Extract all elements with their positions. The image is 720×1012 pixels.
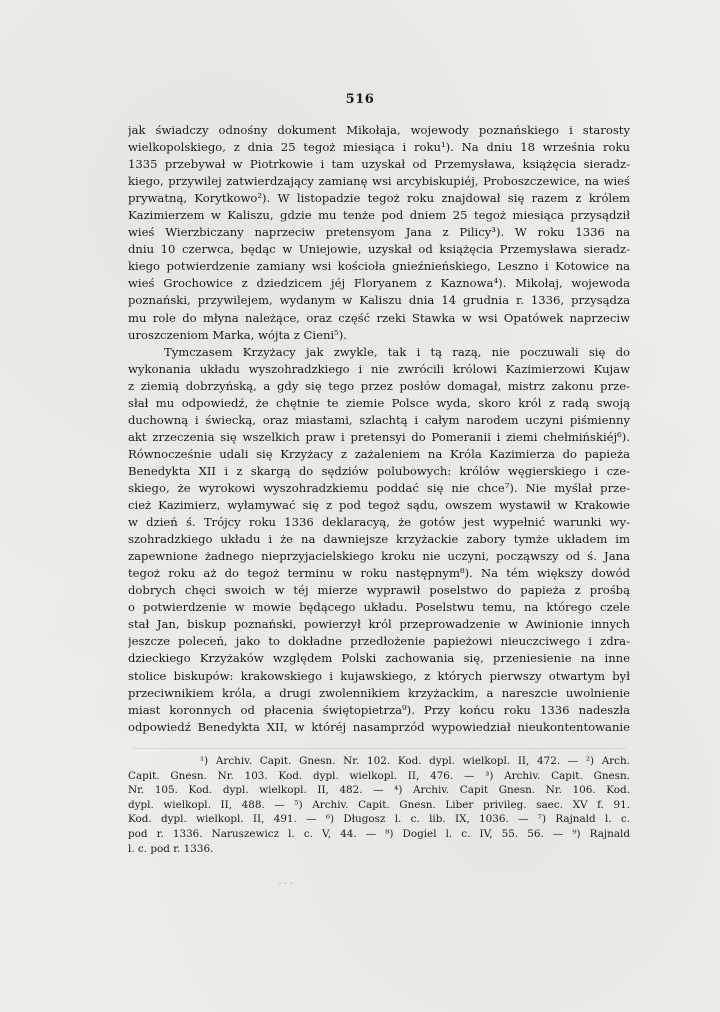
text-line: Benedykta XII i z skargą do sędziów polubowych: królów węgierskiego i cze-	[128, 463, 630, 478]
text-line: o potwierdzenie w mowie będącego układu. Poselstwu temu, na którego czele	[128, 600, 630, 615]
text-line: wielkopolskiego, z dnia 25 tegoż miesiąca i roku¹). Na dniu 18 września roku	[128, 140, 630, 155]
text-line: poznański, przywilejem, wydanym w Kaliszu dnia 14 grudnia r. 1336, przysądza	[128, 293, 630, 308]
text-line: wieś Wierzbiczany naprzeciw pretensyom Jana z Pilicy³). W roku 1336 na	[128, 225, 630, 240]
text-line: 1335 przebywał w Piotrkowie i tam uzyskał od Przemysława, książęcia sieradz-	[128, 157, 630, 172]
text-line: uroszczeniom Marka, wójta z Cieni⁵).	[128, 327, 347, 342]
text-line: tegoż roku aż do tegoż terminu w roku następnym⁸). Na tém większy dowód	[128, 566, 630, 581]
text-line: duchowną i świecką, oraz miastami, szlachtą i całym narodem uczyni piśmienny	[128, 412, 630, 427]
text-line: szohradzkiego układu i że na dawniejsze krzyżackie zabory tymże układem im	[128, 532, 630, 547]
footnote-line: dypl. wielkopl. II, 488. — ⁵) Archiv. Capit. Gnesn. Liber privileg. saec. XV f. 91.	[128, 798, 630, 811]
paragraph-1	[128, 122, 630, 344]
text-line: wykonania układu wyszohradzkiego i nie zwrócili królowi Kazimierzowi Kujaw	[128, 361, 630, 376]
text-line: Kazimierzem w Kaliszu, gdzie mu tenże pod dniem 25 tegoż miesiąca przysądził	[128, 208, 630, 223]
text-line: miast koronnych od płacenia świętopietrza⁹). Przy końcu roku 1336 nadeszła	[128, 702, 630, 717]
footnotes	[128, 754, 630, 856]
footnote-line: ¹) Archiv. Capit. Gnesn. Nr. 102. Kod. dypl. wielkopl. II, 472. — ²) Arch.	[200, 755, 630, 767]
paragraph-2	[128, 344, 630, 736]
text-line: odpowiedź Benedykta XII, w któréj nasamprzód wypowiedział nieukontentowanie	[128, 719, 630, 734]
text-line: z ziemią dobrzyńską, a gdy się tego przez posłów domagał, mistrz zakonu prze-	[128, 378, 630, 393]
text-line: akt zrzeczenia się wszelkich praw i pretensyi do Pomeranii i ziemi chełmińskiéj⁶).	[128, 429, 630, 444]
text-line: kiego, przywilej zatwierdzający zamianę wsi arcybiskupiéj, Proboszczewice, na wieś	[128, 174, 630, 189]
text-line: stolice biskupów: krakowskiego i kujawskiego, z których pierwszy otwartym był	[128, 668, 630, 683]
footnote-line: Capit. Gnesn. Nr. 103. Kod. dypl. wielkopl. II, 476. — ³) Archiv. Capit. Gnesn.	[128, 769, 630, 782]
footnote-divider	[132, 748, 626, 749]
text-line: prywatną, Korytkowo²). W listopadzie tegoż roku znajdował się razem z królem	[128, 191, 630, 206]
footnote-line: Nr. 105. Kod. dypl. wielkopl. II, 482. — ⁴) Archiv. Capit Gnesn. Nr. 106. Kod.	[128, 784, 630, 797]
footnote-line: l. c. pod r. 1336.	[128, 842, 214, 855]
footnote-line: pod r. 1336. Naruszewicz l. c. V, 44. — ⁸) Dogiel l. c. IV, 55. 56. — ⁹) Rajnald	[128, 827, 630, 840]
footnote-line: Kod. dypl. wielkopl. II, 491. — ⁶) Długosz l. c. lib. IX, 1036. — ⁷) Rajnald l. c.	[128, 813, 630, 826]
text-line: przeciwnikiem króla, a drugi zwolennikiem krzyżackim, a nareszcie uwolnienie	[128, 685, 630, 700]
text-line: wieś Grochowice z dziedzicem jéj Floryanem z Kaznowa⁴). Mikołaj, wojewoda	[128, 276, 630, 291]
text-line: mu role do młyna należące, oraz część rzeki Stawka w wsi Opatówek naprzeciw	[128, 310, 630, 325]
text-line: jeszcze poleceń, jako to dokładne przedłożenie papieżowi nieuczciwego i zdra-	[128, 634, 630, 649]
text-line: słał mu odpowiedź, że chętnie te ziemie Polsce wyda, skoro król z radą swoją	[128, 395, 630, 410]
printer-signature-mark: ˇˇˇ	[278, 883, 295, 893]
body-text	[128, 122, 630, 736]
text-line: skiego, że wyrokowi wyszohradzkiemu poddać się nie chce⁷). Nie myślał prze-	[128, 480, 630, 495]
text-line: dobrych chęci swoich w téj mierze wyprawił poselstwo do papieża z prośbą	[128, 583, 630, 598]
text-line: stał Jan, biskup poznański, powierzył król przeprowadzenie w Awinionie innych	[128, 617, 630, 632]
text-line: Równocześnie udali się Krzyżacy z zażaleniem na Króla Kazimierza do papieża	[128, 446, 630, 461]
text-line: w dzień ś. Trójcy roku 1336 deklaracyą, że gotów jest wypełnić warunki wy-	[128, 515, 630, 530]
text-line: Tymczasem Krzyżacy jak zwykle, tak i tą razą, nie poczuwali się do	[164, 344, 630, 359]
text-line: dniu 10 czerwca, będąc w Uniejowie, uzyskał od książęcia Przemysława sieradz-	[128, 242, 630, 257]
text-line: jak świadczy odnośny dokument Mikołaja, wojewody poznańskiego i starosty	[128, 123, 630, 137]
page-number: 516	[345, 92, 375, 107]
text-line: dzieckiego Krzyżaków względem Polski zachowania się, przeniesienie na inne	[128, 651, 630, 666]
text-line: kiego potwierdzenie zamiany wsi kościoła gnieźnieńskiego, Leszno i Kotowice na	[128, 259, 630, 274]
text-line: cież Kazimierz, wyłamywać się z pod tegoż sądu, owszem wystawił w Krakowie	[128, 498, 630, 513]
text-line: zapewnione żadnego nieprzyjacielskiego kroku nie uczyni, począwszy od ś. Jana	[128, 549, 630, 564]
